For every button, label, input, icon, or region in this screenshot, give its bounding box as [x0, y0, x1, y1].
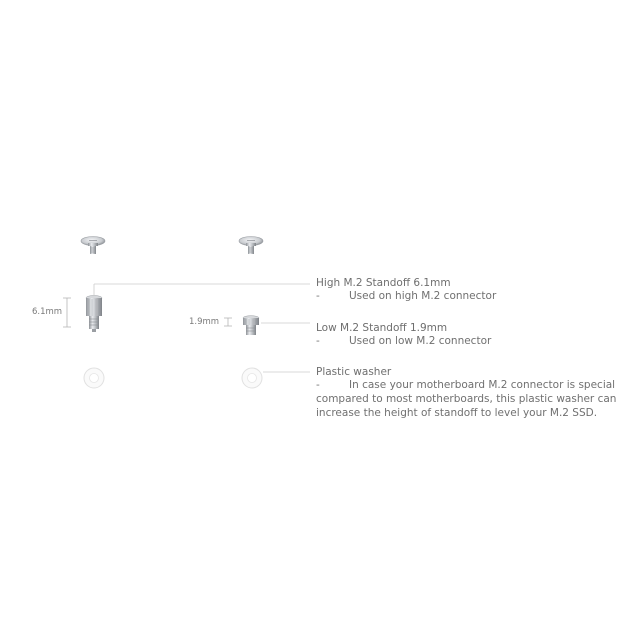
washer-right	[242, 368, 262, 388]
high-standoff-bullet: -	[316, 290, 320, 302]
high-standoff-desc: Used on high M.2 connector	[349, 290, 497, 302]
low-standoff-desc: Used on low M.2 connector	[349, 335, 492, 347]
high-height-label: 6.1mm	[32, 307, 63, 317]
low-standoff-title: Low M.2 Standoff 1.9mm	[316, 322, 448, 334]
washer-desc-line-3: increase the height of standoff to level your M.2 SSD.	[316, 407, 598, 419]
low-height-label: 1.9mm	[189, 317, 220, 327]
washer-bullet: -	[316, 379, 320, 391]
washer-title: Plastic washer	[316, 366, 392, 378]
low-height-marker	[224, 318, 232, 326]
low-standoff	[243, 316, 259, 335]
screw-high	[81, 237, 105, 255]
washer-desc-line-1: In case your motherboard M.2 connector is special	[349, 379, 616, 391]
low-standoff-bullet: -	[316, 335, 320, 347]
high-standoff	[86, 296, 102, 333]
high-height-marker	[63, 298, 71, 327]
leader-lines	[94, 284, 310, 372]
washer-desc-line-2: compared to most motherboards, this plastic washer can	[316, 393, 617, 405]
high-standoff-title: High M.2 Standoff 6.1mm	[316, 277, 451, 289]
washer-left	[84, 368, 104, 388]
screw-low	[239, 237, 263, 255]
